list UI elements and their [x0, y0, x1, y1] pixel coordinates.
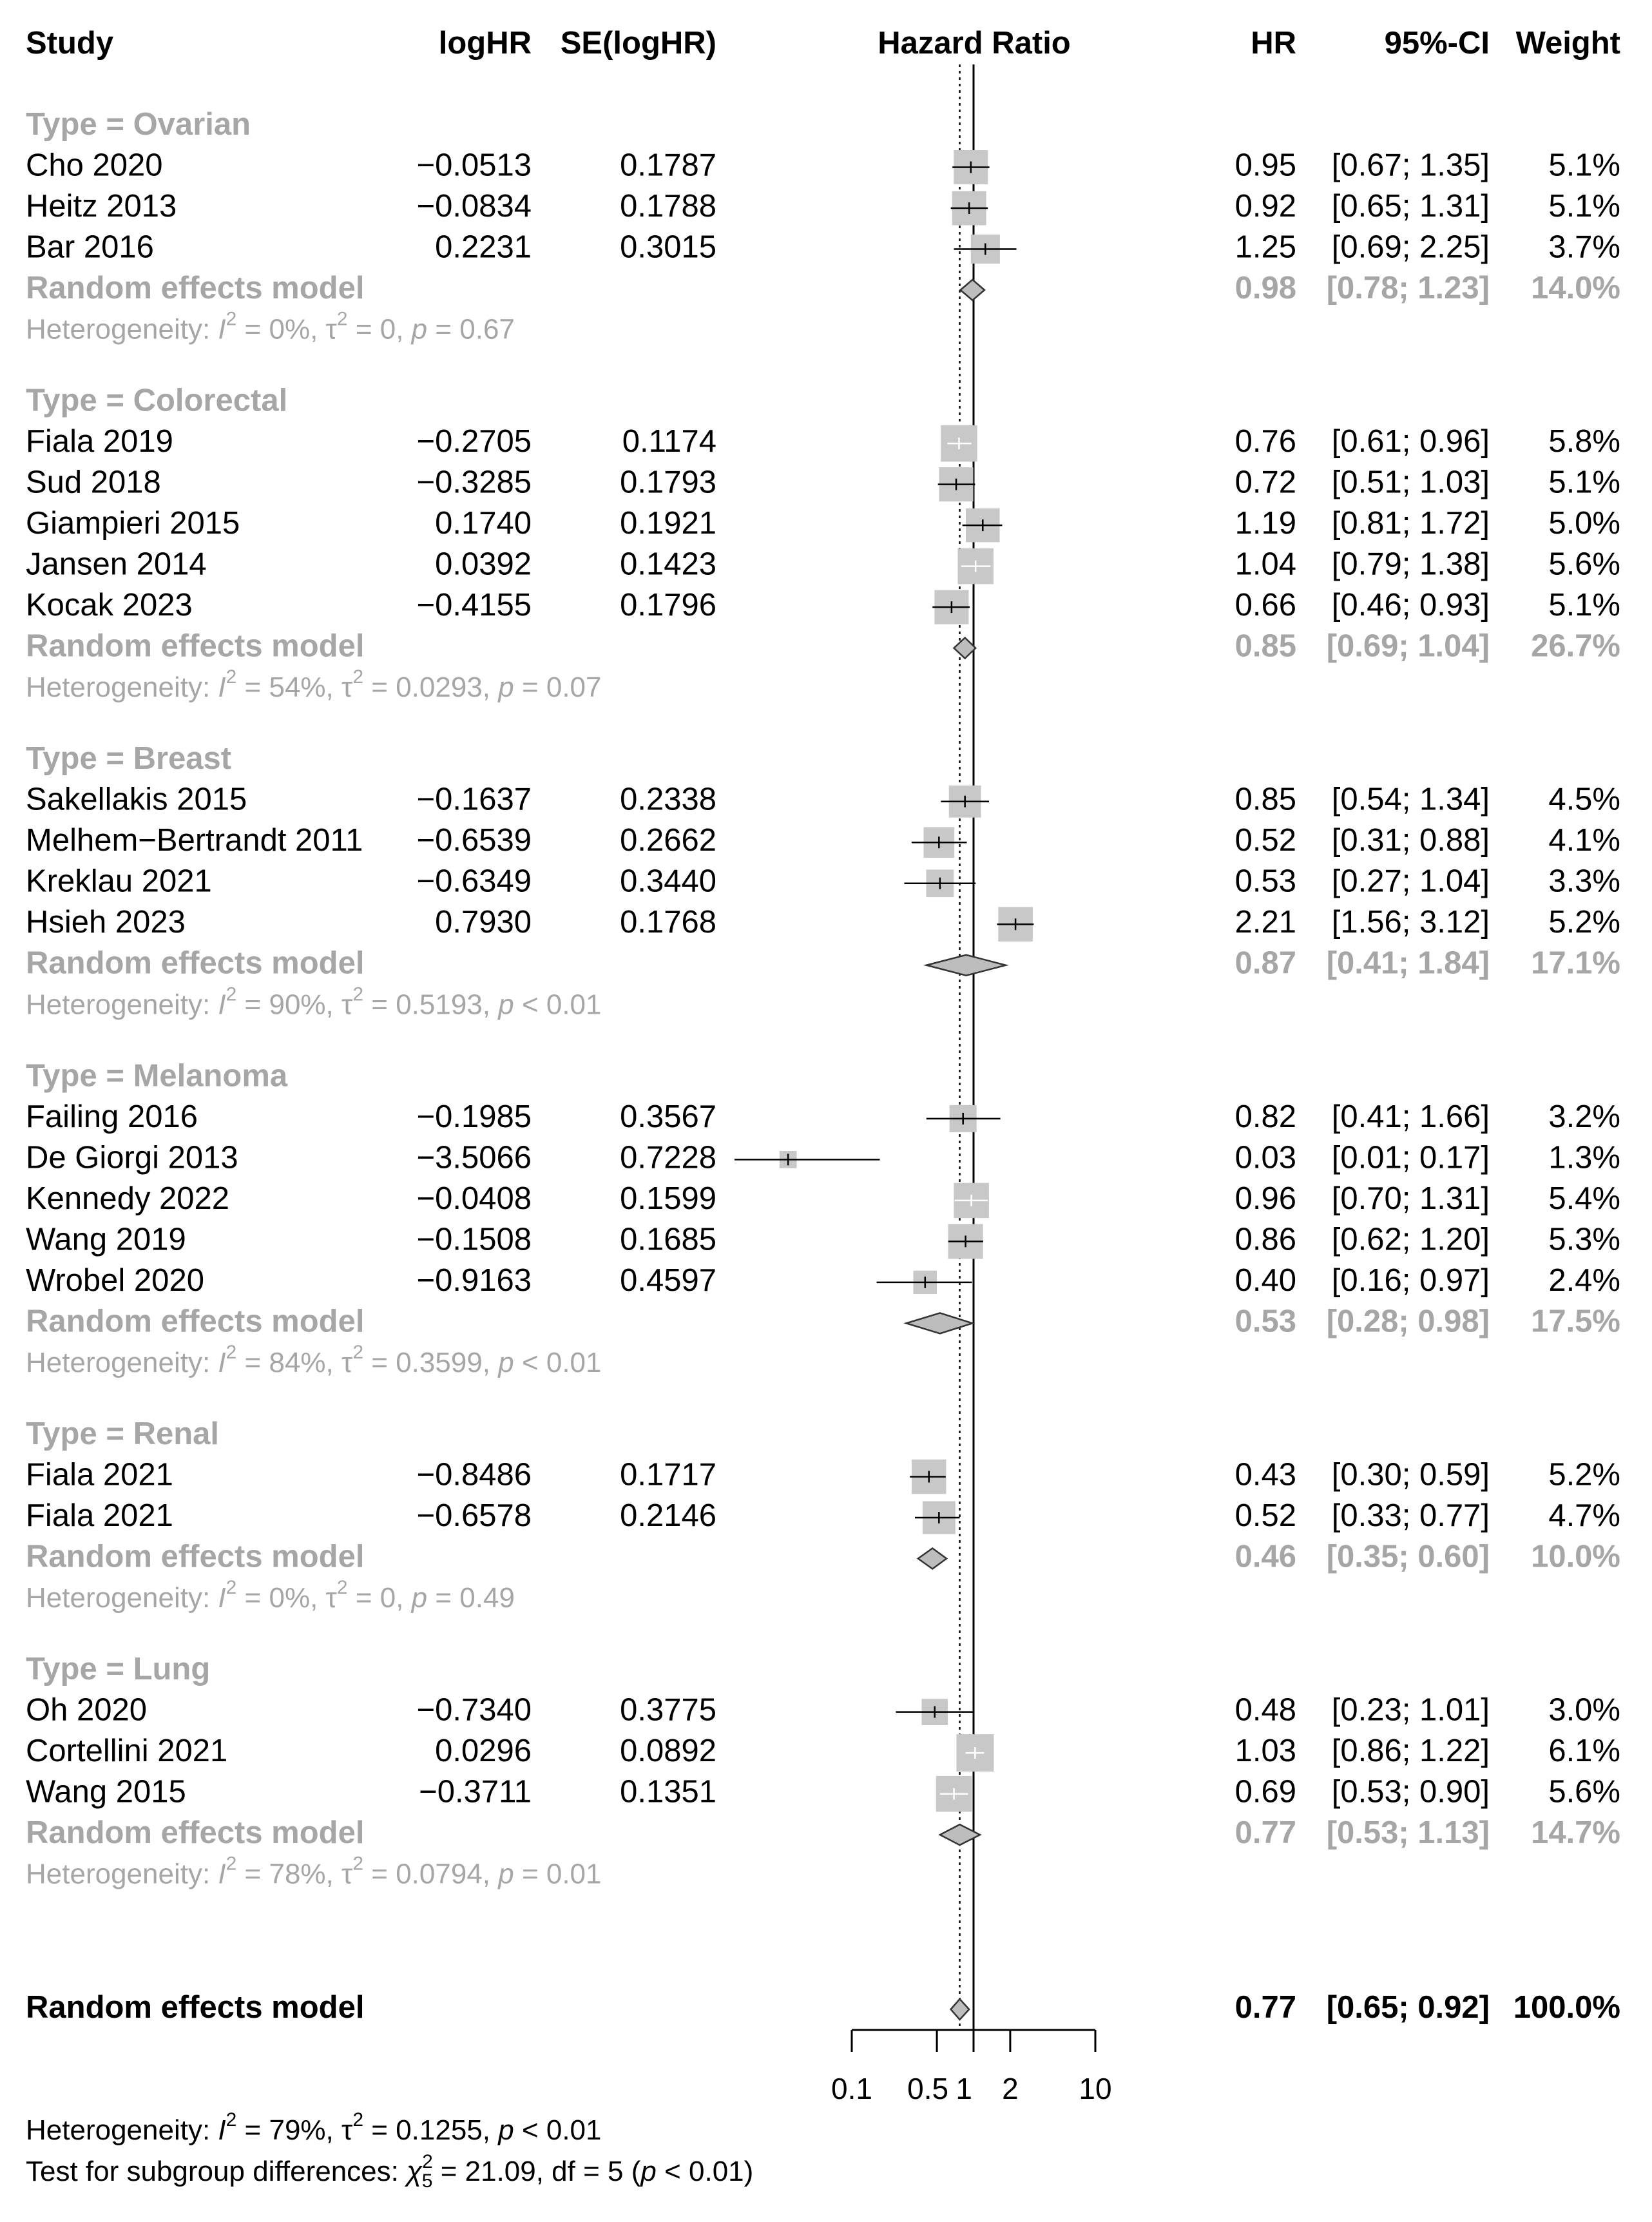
study-marker [912, 827, 967, 858]
weight-value: 4.1% [1548, 823, 1620, 858]
subgroup-model-hr: 0.53 [1234, 1304, 1296, 1339]
subgroup-model-label: Random effects model [26, 628, 365, 664]
study-marker [941, 786, 989, 818]
overall-heterogeneity: Heterogeneity: $I^2 = 79\%$, $\tau^2 = 0.1255$, p < 0.01 [26, 2109, 602, 2146]
subgroup-model-hr: 0.85 [1234, 628, 1296, 664]
ci-value: [0.27; 1.04] [1331, 864, 1490, 899]
loghr-value: −0.1985 [416, 1099, 532, 1134]
loghr-value: −0.0513 [416, 148, 532, 183]
subgroup-diamond [954, 638, 976, 659]
study-marker [910, 1460, 946, 1494]
ci-value: [0.53; 0.90] [1331, 1774, 1490, 1810]
study-marker [951, 191, 988, 225]
se-value: 0.1717 [620, 1457, 716, 1493]
study-marker [954, 235, 1017, 264]
subgroup-diamond [907, 1313, 973, 1333]
subgroup-label: Type = Melanoma [26, 1058, 288, 1094]
se-value: 0.1793 [620, 465, 716, 500]
weight-value: 6.1% [1548, 1734, 1620, 1769]
weight-value: 5.0% [1548, 506, 1620, 541]
hr-value: 1.04 [1234, 546, 1296, 582]
weight-value: 5.1% [1548, 148, 1620, 183]
loghr-value: −0.8486 [416, 1457, 532, 1493]
weight-value: 5.8% [1548, 424, 1620, 459]
weight-value: 5.1% [1548, 465, 1620, 500]
subgroup-model-ci: [0.53; 1.13] [1326, 1815, 1490, 1851]
study-name: Sud 2018 [26, 465, 161, 500]
ci-value: [0.65; 1.31] [1331, 188, 1490, 224]
subgroup-model-label: Random effects model [26, 945, 365, 981]
ci-value: [0.16; 0.97] [1331, 1262, 1490, 1298]
overall-hr: 0.77 [1234, 1989, 1296, 2025]
se-value: 0.1788 [620, 188, 716, 224]
ci-value: [0.86; 1.22] [1331, 1734, 1490, 1769]
study-marker [932, 590, 970, 624]
weight-value: 5.6% [1548, 1774, 1620, 1810]
header-hr: HR [1251, 25, 1296, 61]
subgroup-model-hr: 0.46 [1234, 1539, 1296, 1574]
se-value: 0.4597 [620, 1262, 716, 1298]
hr-value: 0.86 [1234, 1222, 1296, 1257]
se-value: 0.1174 [622, 424, 716, 459]
loghr-value: 0.1740 [435, 506, 532, 541]
se-value: 0.1599 [620, 1181, 716, 1216]
study-marker [915, 1502, 960, 1534]
hr-value: 0.03 [1234, 1140, 1296, 1175]
loghr-value: −0.7340 [416, 1692, 532, 1728]
subgroup-label: Type = Lung [26, 1652, 211, 1687]
header-loghr: logHR [438, 25, 532, 61]
ci-value: [1.56; 3.12] [1331, 905, 1490, 940]
weight-value: 3.0% [1548, 1692, 1620, 1728]
se-value: 0.3015 [620, 229, 716, 265]
loghr-value: −0.6539 [416, 823, 532, 858]
ci-value: [0.70; 1.31] [1331, 1181, 1490, 1216]
subgroup-model-ci: [0.35; 0.60] [1326, 1539, 1490, 1574]
subgroup-model-label: Random effects model [26, 1539, 365, 1574]
study-marker [948, 1224, 983, 1259]
se-value: 0.1768 [620, 905, 716, 940]
loghr-value: −0.3285 [416, 465, 532, 500]
study-marker [997, 907, 1034, 942]
subgroup-differences-test: Test for subgroup differences: $\chi^2$ 5 = 21.09, df = 5 (p < 0.01) [26, 2150, 754, 2192]
ci-value: [0.23; 1.01] [1331, 1692, 1490, 1728]
subgroup-model-ci: [0.28; 0.98] [1326, 1304, 1490, 1339]
subgroup-model-hr: 0.98 [1234, 270, 1296, 305]
study-name: Wang 2015 [26, 1774, 186, 1810]
subgroup-heterogeneity: Heterogeneity: $I^2 = 84\%$, $\tau^2 = 0.3599$, p < 0.01 [26, 1342, 602, 1378]
ci-value: [0.62; 1.20] [1331, 1222, 1490, 1257]
hr-value: 0.96 [1234, 1181, 1296, 1216]
hr-value: 0.69 [1234, 1774, 1296, 1810]
hr-value: 0.40 [1234, 1262, 1296, 1298]
loghr-value: −0.3711 [419, 1774, 532, 1810]
loghr-value: −0.4155 [416, 588, 532, 623]
subgroup-heterogeneity: Heterogeneity: $I^2 = 54\%$, $\tau^2 = 0.0293$, p = 0.07 [26, 666, 602, 703]
header-se: SE(logHR) [560, 25, 716, 61]
weight-value: 5.2% [1548, 905, 1620, 940]
subgroup-label: Type = Renal [26, 1416, 220, 1451]
header-study: Study [26, 25, 114, 61]
subgroup-model-ci: [0.78; 1.23] [1326, 270, 1490, 305]
weight-value: 2.4% [1548, 1262, 1620, 1298]
weight-value: 5.6% [1548, 546, 1620, 582]
ci-value: [0.41; 1.66] [1331, 1099, 1490, 1134]
hr-value: 0.76 [1234, 424, 1296, 459]
hr-value: 0.48 [1234, 1692, 1296, 1728]
study-name: De Giorgi 2013 [26, 1140, 238, 1175]
loghr-value: −0.6349 [416, 864, 532, 899]
study-marker [936, 1776, 972, 1812]
ci-value: [0.81; 1.72] [1331, 506, 1490, 541]
weight-value: 5.1% [1548, 588, 1620, 623]
ci-value: [0.46; 0.93] [1331, 588, 1490, 623]
subgroup-label: Type = Colorectal [26, 383, 288, 418]
subgroup-label: Type = Ovarian [26, 106, 251, 142]
subgroup-diamond [927, 955, 1006, 976]
study-name: Melhem−Bertrandt 2011 [26, 823, 363, 858]
hr-value: 2.21 [1234, 905, 1296, 940]
se-value: 0.1787 [620, 148, 716, 183]
study-marker [877, 1271, 972, 1294]
hr-value: 0.95 [1234, 148, 1296, 183]
subgroup-model-weight: 14.0% [1531, 270, 1620, 305]
weight-value: 5.2% [1548, 1457, 1620, 1493]
study-name: Kocak 2023 [26, 588, 193, 623]
x-tick-label: 1 [956, 2072, 972, 2106]
hr-value: 0.53 [1234, 864, 1296, 899]
weight-value: 4.7% [1548, 1498, 1620, 1533]
subgroup-model-label: Random effects model [26, 1304, 365, 1339]
ci-value: [0.01; 0.17] [1331, 1140, 1490, 1175]
loghr-value: −0.0834 [416, 188, 532, 224]
header-hazard-ratio: Hazard Ratio [878, 25, 1071, 61]
x-tick-label: 0.5 [907, 2072, 949, 2106]
subgroup-heterogeneity: Heterogeneity: $I^2 = 0\%$, $\tau^2 = 0$, p = 0.49 [26, 1577, 515, 1614]
study-name: Fiala 2019 [26, 424, 173, 459]
study-name: Sakellakis 2015 [26, 782, 247, 817]
study-name: Wrobel 2020 [26, 1262, 204, 1298]
study-marker [954, 1183, 989, 1219]
study-name: Kreklau 2021 [26, 864, 212, 899]
study-marker [735, 1151, 880, 1168]
se-value: 0.2338 [620, 782, 716, 817]
header-ci: 95%-CI [1384, 25, 1490, 61]
ci-value: [0.67; 1.35] [1331, 148, 1490, 183]
overall-model-label: Random effects model [26, 1989, 365, 2025]
subgroup-model-hr: 0.77 [1234, 1815, 1296, 1851]
loghr-value: −3.5066 [416, 1140, 532, 1175]
study-name: Jansen 2014 [26, 546, 207, 582]
loghr-value: −0.1637 [416, 782, 532, 817]
study-name: Heitz 2013 [26, 188, 177, 224]
subgroup-model-weight: 17.5% [1531, 1304, 1620, 1339]
se-value: 0.7228 [620, 1140, 716, 1175]
hr-value: 0.43 [1234, 1457, 1296, 1493]
study-name: Fiala 2021 [26, 1498, 173, 1533]
study-marker [896, 1699, 974, 1725]
hr-value: 0.52 [1234, 1498, 1296, 1533]
se-value: 0.3567 [620, 1099, 716, 1134]
study-name: Bar 2016 [26, 229, 154, 265]
study-name: Giampieri 2015 [26, 506, 240, 541]
se-value: 0.3775 [620, 1692, 716, 1728]
x-tick-label: 2 [1002, 2072, 1019, 2106]
hr-value: 1.25 [1234, 229, 1296, 265]
study-marker [905, 869, 976, 897]
hr-value: 0.52 [1234, 823, 1296, 858]
subgroup-model-ci: [0.69; 1.04] [1326, 628, 1490, 664]
weight-value: 1.3% [1548, 1140, 1620, 1175]
hr-value: 1.03 [1234, 1734, 1296, 1769]
se-value: 0.2662 [620, 823, 716, 858]
subgroup-model-weight: 17.1% [1531, 945, 1620, 981]
ci-value: [0.30; 0.59] [1331, 1457, 1490, 1493]
loghr-value: 0.0392 [435, 546, 532, 582]
study-name: Fiala 2021 [26, 1457, 173, 1493]
header-weight: Weight [1515, 25, 1620, 61]
subgroup-heterogeneity: Heterogeneity: $I^2 = 0\%$, $\tau^2 = 0$, p = 0.67 [26, 308, 515, 345]
loghr-value: −0.0408 [416, 1181, 532, 1216]
study-marker [941, 425, 977, 462]
subgroup-model-weight: 10.0% [1531, 1539, 1620, 1574]
weight-value: 5.4% [1548, 1181, 1620, 1216]
se-value: 0.1685 [620, 1222, 716, 1257]
study-marker [952, 150, 990, 184]
subgroup-label: Type = Breast [26, 741, 232, 777]
subgroup-diamond [961, 280, 984, 300]
x-tick-label: 0.1 [831, 2072, 872, 2106]
weight-value: 4.5% [1548, 782, 1620, 817]
hr-value: 0.66 [1234, 588, 1296, 623]
loghr-value: −0.9163 [416, 1262, 532, 1298]
study-marker [957, 548, 994, 584]
loghr-value: −0.6578 [416, 1498, 532, 1533]
se-value: 0.1796 [620, 588, 716, 623]
subgroup-heterogeneity: Heterogeneity: $I^2 = 90\%$, $\tau^2 = 0.5193$, p < 0.01 [26, 983, 602, 1020]
se-value: 0.1423 [620, 546, 716, 582]
overall-diamond [951, 1999, 970, 2020]
loghr-value: 0.0296 [435, 1734, 532, 1769]
subgroup-model-label: Random effects model [26, 1815, 365, 1851]
hr-value: 1.19 [1234, 506, 1296, 541]
loghr-value: −0.1508 [416, 1222, 532, 1257]
hr-value: 0.85 [1234, 782, 1296, 817]
se-value: 0.1351 [620, 1774, 716, 1810]
subgroup-model-ci: [0.41; 1.84] [1326, 945, 1490, 981]
subgroup-model-hr: 0.87 [1234, 945, 1296, 981]
se-value: 0.2146 [620, 1498, 716, 1533]
overall-ci: [0.65; 0.92] [1326, 1989, 1490, 2025]
study-marker [963, 508, 1003, 543]
weight-value: 3.7% [1548, 229, 1620, 265]
study-name: Hsieh 2023 [26, 905, 186, 940]
ci-value: [0.54; 1.34] [1331, 782, 1490, 817]
se-value: 0.0892 [620, 1734, 716, 1769]
subgroup-diamond [918, 1549, 946, 1569]
x-tick-label: 10 [1079, 2072, 1112, 2106]
study-name: Cho 2020 [26, 148, 163, 183]
loghr-value: −0.2705 [416, 424, 532, 459]
subgroup-model-weight: 14.7% [1531, 1815, 1620, 1851]
ci-value: [0.61; 0.96] [1331, 424, 1490, 459]
subgroup-model-label: Random effects model [26, 270, 365, 305]
ci-value: [0.69; 2.25] [1331, 229, 1490, 265]
loghr-value: 0.7930 [435, 905, 532, 940]
ci-value: [0.33; 0.77] [1331, 1498, 1490, 1533]
study-name: Wang 2019 [26, 1222, 186, 1257]
subgroup-heterogeneity: Heterogeneity: $I^2 = 78\%$, $\tau^2 = 0.0794$, p = 0.01 [26, 1853, 602, 1890]
hr-value: 0.82 [1234, 1099, 1296, 1134]
weight-value: 5.1% [1548, 188, 1620, 224]
study-name: Cortellini 2021 [26, 1734, 228, 1769]
loghr-value: 0.2231 [435, 229, 532, 265]
overall-weight: 100.0% [1513, 1989, 1620, 2025]
weight-value: 3.2% [1548, 1099, 1620, 1134]
study-name: Failing 2016 [26, 1099, 198, 1134]
study-name: Kennedy 2022 [26, 1181, 230, 1216]
hr-value: 0.92 [1234, 188, 1296, 224]
hr-value: 0.72 [1234, 465, 1296, 500]
weight-value: 5.3% [1548, 1222, 1620, 1257]
study-marker [927, 1105, 1001, 1132]
study-marker [938, 467, 975, 501]
ci-value: [0.31; 0.88] [1331, 823, 1490, 858]
se-value: 0.3440 [620, 864, 716, 899]
weight-value: 3.3% [1548, 864, 1620, 899]
subgroup-model-weight: 26.7% [1531, 628, 1620, 664]
se-value: 0.1921 [620, 506, 716, 541]
ci-value: [0.79; 1.38] [1331, 546, 1490, 582]
ci-value: [0.51; 1.03] [1331, 465, 1490, 500]
study-name: Oh 2020 [26, 1692, 147, 1728]
study-marker [956, 1734, 994, 1772]
